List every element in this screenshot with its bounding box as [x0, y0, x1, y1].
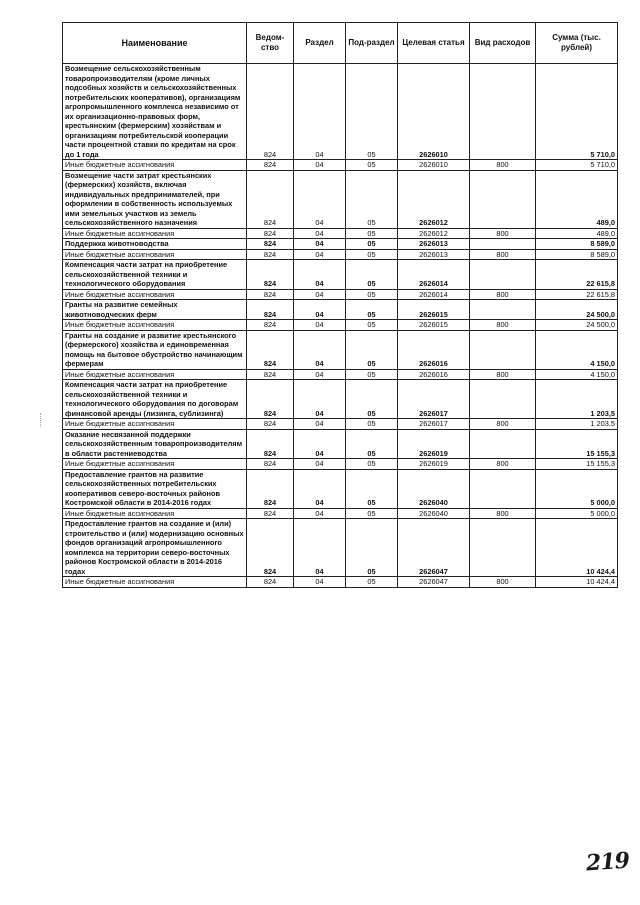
table-cell-dept: 824 [247, 289, 294, 300]
table-cell-exp-type: 800 [470, 577, 536, 588]
table-cell-name: Иные бюджетные ассигнования [63, 459, 247, 470]
table-cell-target: 2626010 [398, 160, 470, 171]
table-cell-exp-type: 800 [470, 289, 536, 300]
table-row [63, 519, 618, 577]
table-cell-section: 04 [294, 419, 346, 430]
table-cell-subsection: 05 [346, 508, 398, 519]
table-row [63, 170, 618, 228]
table-cell-section: 04 [294, 228, 346, 239]
table-cell-dept: 824 [247, 369, 294, 380]
table-cell-sum: 24 500,0 [536, 320, 618, 331]
table-cell-sum: 15 155,3 [536, 429, 618, 459]
table-row [63, 228, 618, 239]
table-cell-name: Оказание несвязанной поддержки сельскохозяйственным товаропроизводителям в области растениеводства [63, 429, 247, 459]
table-cell-dept: 824 [247, 330, 294, 369]
table-cell-exp-type: 800 [470, 369, 536, 380]
table-cell-section: 04 [294, 508, 346, 519]
table-cell-name: Иные бюджетные ассигнования [63, 228, 247, 239]
table-cell-name: Предоставление грантов на развитие сельскохозяйственных потребительских кооперативов северо-восточных районов Костромской области в 2014-2016 годах [63, 469, 247, 508]
table-cell-subsection: 05 [346, 419, 398, 430]
table-cell-name: Предоставление грантов на создание и (или) строительство и (или) модернизацию основных фондов организаций агропромышленного комплекса на территории северо-восточных районов Костромской области в 2014-2016 годах [63, 519, 247, 577]
table-cell-target: 2626012 [398, 170, 470, 228]
table-cell-dept: 824 [247, 577, 294, 588]
table-cell-dept: 824 [247, 419, 294, 430]
table-cell-subsection: 05 [346, 369, 398, 380]
table-cell-target: 2626047 [398, 577, 470, 588]
table-cell-subsection: 05 [346, 519, 398, 577]
table-cell-dept: 824 [247, 228, 294, 239]
table-cell-section: 04 [294, 369, 346, 380]
table-cell-section: 04 [294, 469, 346, 508]
header-subsection: Под-раздел [346, 23, 398, 64]
table-row [63, 320, 618, 331]
table-cell-sum: 4 150,0 [536, 369, 618, 380]
table-cell-sum: 5 710,0 [536, 160, 618, 171]
table-cell-exp-type [470, 469, 536, 508]
budget-table [62, 22, 618, 588]
table-cell-subsection: 05 [346, 260, 398, 290]
table-cell-dept: 824 [247, 300, 294, 320]
table-cell-exp-type [470, 429, 536, 459]
table-row [63, 429, 618, 459]
table-cell-name: Компенсация части затрат на приобретение сельскохозяйственной техники и технологического оборудования по договорам финансовой аренды (лизинга, сублизинга) [63, 380, 247, 419]
table-cell-subsection: 05 [346, 249, 398, 260]
header-exp-type: Вид расходов [470, 23, 536, 64]
table-cell-exp-type [470, 260, 536, 290]
table-cell-target: 2626013 [398, 239, 470, 250]
table-cell-sum: 10 424,4 [536, 519, 618, 577]
table-cell-sum: 8 589,0 [536, 249, 618, 260]
table-cell-target: 2626019 [398, 459, 470, 470]
table-row [63, 64, 618, 160]
table-cell-sum: 8 589,0 [536, 239, 618, 250]
table-cell-target: 2626047 [398, 519, 470, 577]
table-cell-dept: 824 [247, 459, 294, 470]
table-cell-section: 04 [294, 289, 346, 300]
table-cell-target: 2626014 [398, 260, 470, 290]
table-row [63, 239, 618, 250]
table-cell-subsection: 05 [346, 429, 398, 459]
table-cell-exp-type: 800 [470, 160, 536, 171]
table-cell-dept: 824 [247, 170, 294, 228]
table-cell-name: Гранты на развитие семейных животноводческих ферм [63, 300, 247, 320]
table-cell-sum: 5 000,0 [536, 508, 618, 519]
table-cell-dept: 824 [247, 380, 294, 419]
table-row [63, 459, 618, 470]
table-cell-section: 04 [294, 300, 346, 320]
table-cell-exp-type [470, 64, 536, 160]
table-cell-subsection: 05 [346, 300, 398, 320]
table-cell-exp-type [470, 239, 536, 250]
table-cell-sum: 5 710,0 [536, 64, 618, 160]
table-cell-target: 2626010 [398, 64, 470, 160]
table-cell-sum: 1 203,5 [536, 419, 618, 430]
table-cell-section: 04 [294, 429, 346, 459]
page-number: 219 [585, 847, 630, 877]
table-cell-target: 2626013 [398, 249, 470, 260]
table-cell-section: 04 [294, 170, 346, 228]
table-cell-target: 2626017 [398, 419, 470, 430]
header-sum: Сумма (тыс. рублей) [536, 23, 618, 64]
table-cell-exp-type: 800 [470, 459, 536, 470]
table-cell-exp-type: 800 [470, 249, 536, 260]
table-cell-dept: 824 [247, 320, 294, 331]
table-cell-sum: 22 615,8 [536, 289, 618, 300]
table-cell-name: Иные бюджетные ассигнования [63, 320, 247, 331]
table-cell-section: 04 [294, 459, 346, 470]
table-cell-section: 04 [294, 64, 346, 160]
table-cell-dept: 824 [247, 519, 294, 577]
table-cell-target: 2626019 [398, 429, 470, 459]
table-cell-dept: 824 [247, 469, 294, 508]
table-cell-dept: 824 [247, 64, 294, 160]
table-row [63, 249, 618, 260]
margin-mark [40, 413, 42, 427]
table-row [63, 380, 618, 419]
table-row [63, 419, 618, 430]
table-row [63, 469, 618, 508]
table-cell-section: 04 [294, 260, 346, 290]
table-cell-dept: 824 [247, 260, 294, 290]
table-cell-name: Гранты на создание и развитие крестьянского (фермерского) хозяйства и единовременная помощь на бытовое обустройство начинающим фермерам [63, 330, 247, 369]
table-cell-section: 04 [294, 577, 346, 588]
table-cell-section: 04 [294, 239, 346, 250]
table-cell-section: 04 [294, 380, 346, 419]
table-cell-target: 2626014 [398, 289, 470, 300]
table-cell-section: 04 [294, 160, 346, 171]
table-row [63, 300, 618, 320]
header-name: Наименование [63, 23, 247, 64]
table-cell-subsection: 05 [346, 289, 398, 300]
table-cell-dept: 824 [247, 429, 294, 459]
table-cell-name: Возмещение части затрат крестьянских (фермерских) хозяйств, включая индивидуальных предпринимателей, при оформлении в собственность используемых ими земельных участков из земель сельскохозяйственного назначения [63, 170, 247, 228]
table-cell-dept: 824 [247, 239, 294, 250]
table-cell-sum: 4 150,0 [536, 330, 618, 369]
table-cell-exp-type [470, 380, 536, 419]
table-cell-target: 2626015 [398, 320, 470, 331]
table-cell-subsection: 05 [346, 469, 398, 508]
header-target: Целевая статья [398, 23, 470, 64]
table-row [63, 160, 618, 171]
table-row [63, 369, 618, 380]
table-cell-sum: 15 155,3 [536, 459, 618, 470]
table-cell-dept: 824 [247, 508, 294, 519]
table-cell-name: Иные бюджетные ассигнования [63, 508, 247, 519]
table-cell-exp-type: 800 [470, 508, 536, 519]
table-cell-name: Возмещение сельскохозяйственным товаропроизводителям (кроме личных подсобных хозяйств и сельскохозяйственных потребительских кооперативов), организациям агропромышленного комплекса независимо от их организационно-правовых форм, крестьянским (фермерским) хозяйствам и организациям потребительской кооперации части процентной ставки по кредитам на срок до 1 года [63, 64, 247, 160]
table-cell-name: Иные бюджетные ассигнования [63, 249, 247, 260]
table-cell-subsection: 05 [346, 320, 398, 331]
table-row [63, 289, 618, 300]
table-cell-name: Иные бюджетные ассигнования [63, 419, 247, 430]
table-cell-subsection: 05 [346, 160, 398, 171]
table-header-row [63, 23, 618, 64]
table-cell-target: 2626040 [398, 469, 470, 508]
table-cell-name: Компенсация части затрат на приобретение сельскохозяйственной техники и технологического оборудования [63, 260, 247, 290]
table-cell-section: 04 [294, 249, 346, 260]
table-cell-exp-type: 800 [470, 419, 536, 430]
table-cell-target: 2626016 [398, 330, 470, 369]
table-cell-subsection: 05 [346, 64, 398, 160]
table-cell-target: 2626017 [398, 380, 470, 419]
table-cell-sum: 489,0 [536, 170, 618, 228]
table-cell-subsection: 05 [346, 459, 398, 470]
table-cell-name: Иные бюджетные ассигнования [63, 577, 247, 588]
table-cell-target: 2626015 [398, 300, 470, 320]
table-cell-subsection: 05 [346, 577, 398, 588]
table-row [63, 577, 618, 588]
table-cell-sum: 1 203,5 [536, 380, 618, 419]
table-cell-subsection: 05 [346, 330, 398, 369]
table-cell-name: Иные бюджетные ассигнования [63, 369, 247, 380]
table-row [63, 330, 618, 369]
table-cell-name: Иные бюджетные ассигнования [63, 160, 247, 171]
table-cell-exp-type [470, 300, 536, 320]
table-cell-dept: 824 [247, 249, 294, 260]
table-cell-name: Поддержка животноводства [63, 239, 247, 250]
table-cell-exp-type: 800 [470, 228, 536, 239]
table-cell-exp-type: 800 [470, 320, 536, 331]
table-cell-dept: 824 [247, 160, 294, 171]
header-dept: Ведом-ство [247, 23, 294, 64]
table-cell-section: 04 [294, 519, 346, 577]
table-cell-target: 2626012 [398, 228, 470, 239]
table-cell-subsection: 05 [346, 380, 398, 419]
table-cell-subsection: 05 [346, 239, 398, 250]
table-cell-sum: 5 000,0 [536, 469, 618, 508]
table-cell-sum: 10 424,4 [536, 577, 618, 588]
table-cell-sum: 22 615,8 [536, 260, 618, 290]
table-cell-section: 04 [294, 320, 346, 331]
table-cell-section: 04 [294, 330, 346, 369]
table-cell-exp-type [470, 170, 536, 228]
table-row [63, 508, 618, 519]
table-cell-exp-type [470, 519, 536, 577]
table-cell-exp-type [470, 330, 536, 369]
table-cell-sum: 489,0 [536, 228, 618, 239]
table-cell-target: 2626016 [398, 369, 470, 380]
table-row [63, 260, 618, 290]
table-cell-subsection: 05 [346, 228, 398, 239]
table-cell-subsection: 05 [346, 170, 398, 228]
table-cell-name: Иные бюджетные ассигнования [63, 289, 247, 300]
header-section: Раздел [294, 23, 346, 64]
table-cell-sum: 24 500,0 [536, 300, 618, 320]
table-cell-target: 2626040 [398, 508, 470, 519]
